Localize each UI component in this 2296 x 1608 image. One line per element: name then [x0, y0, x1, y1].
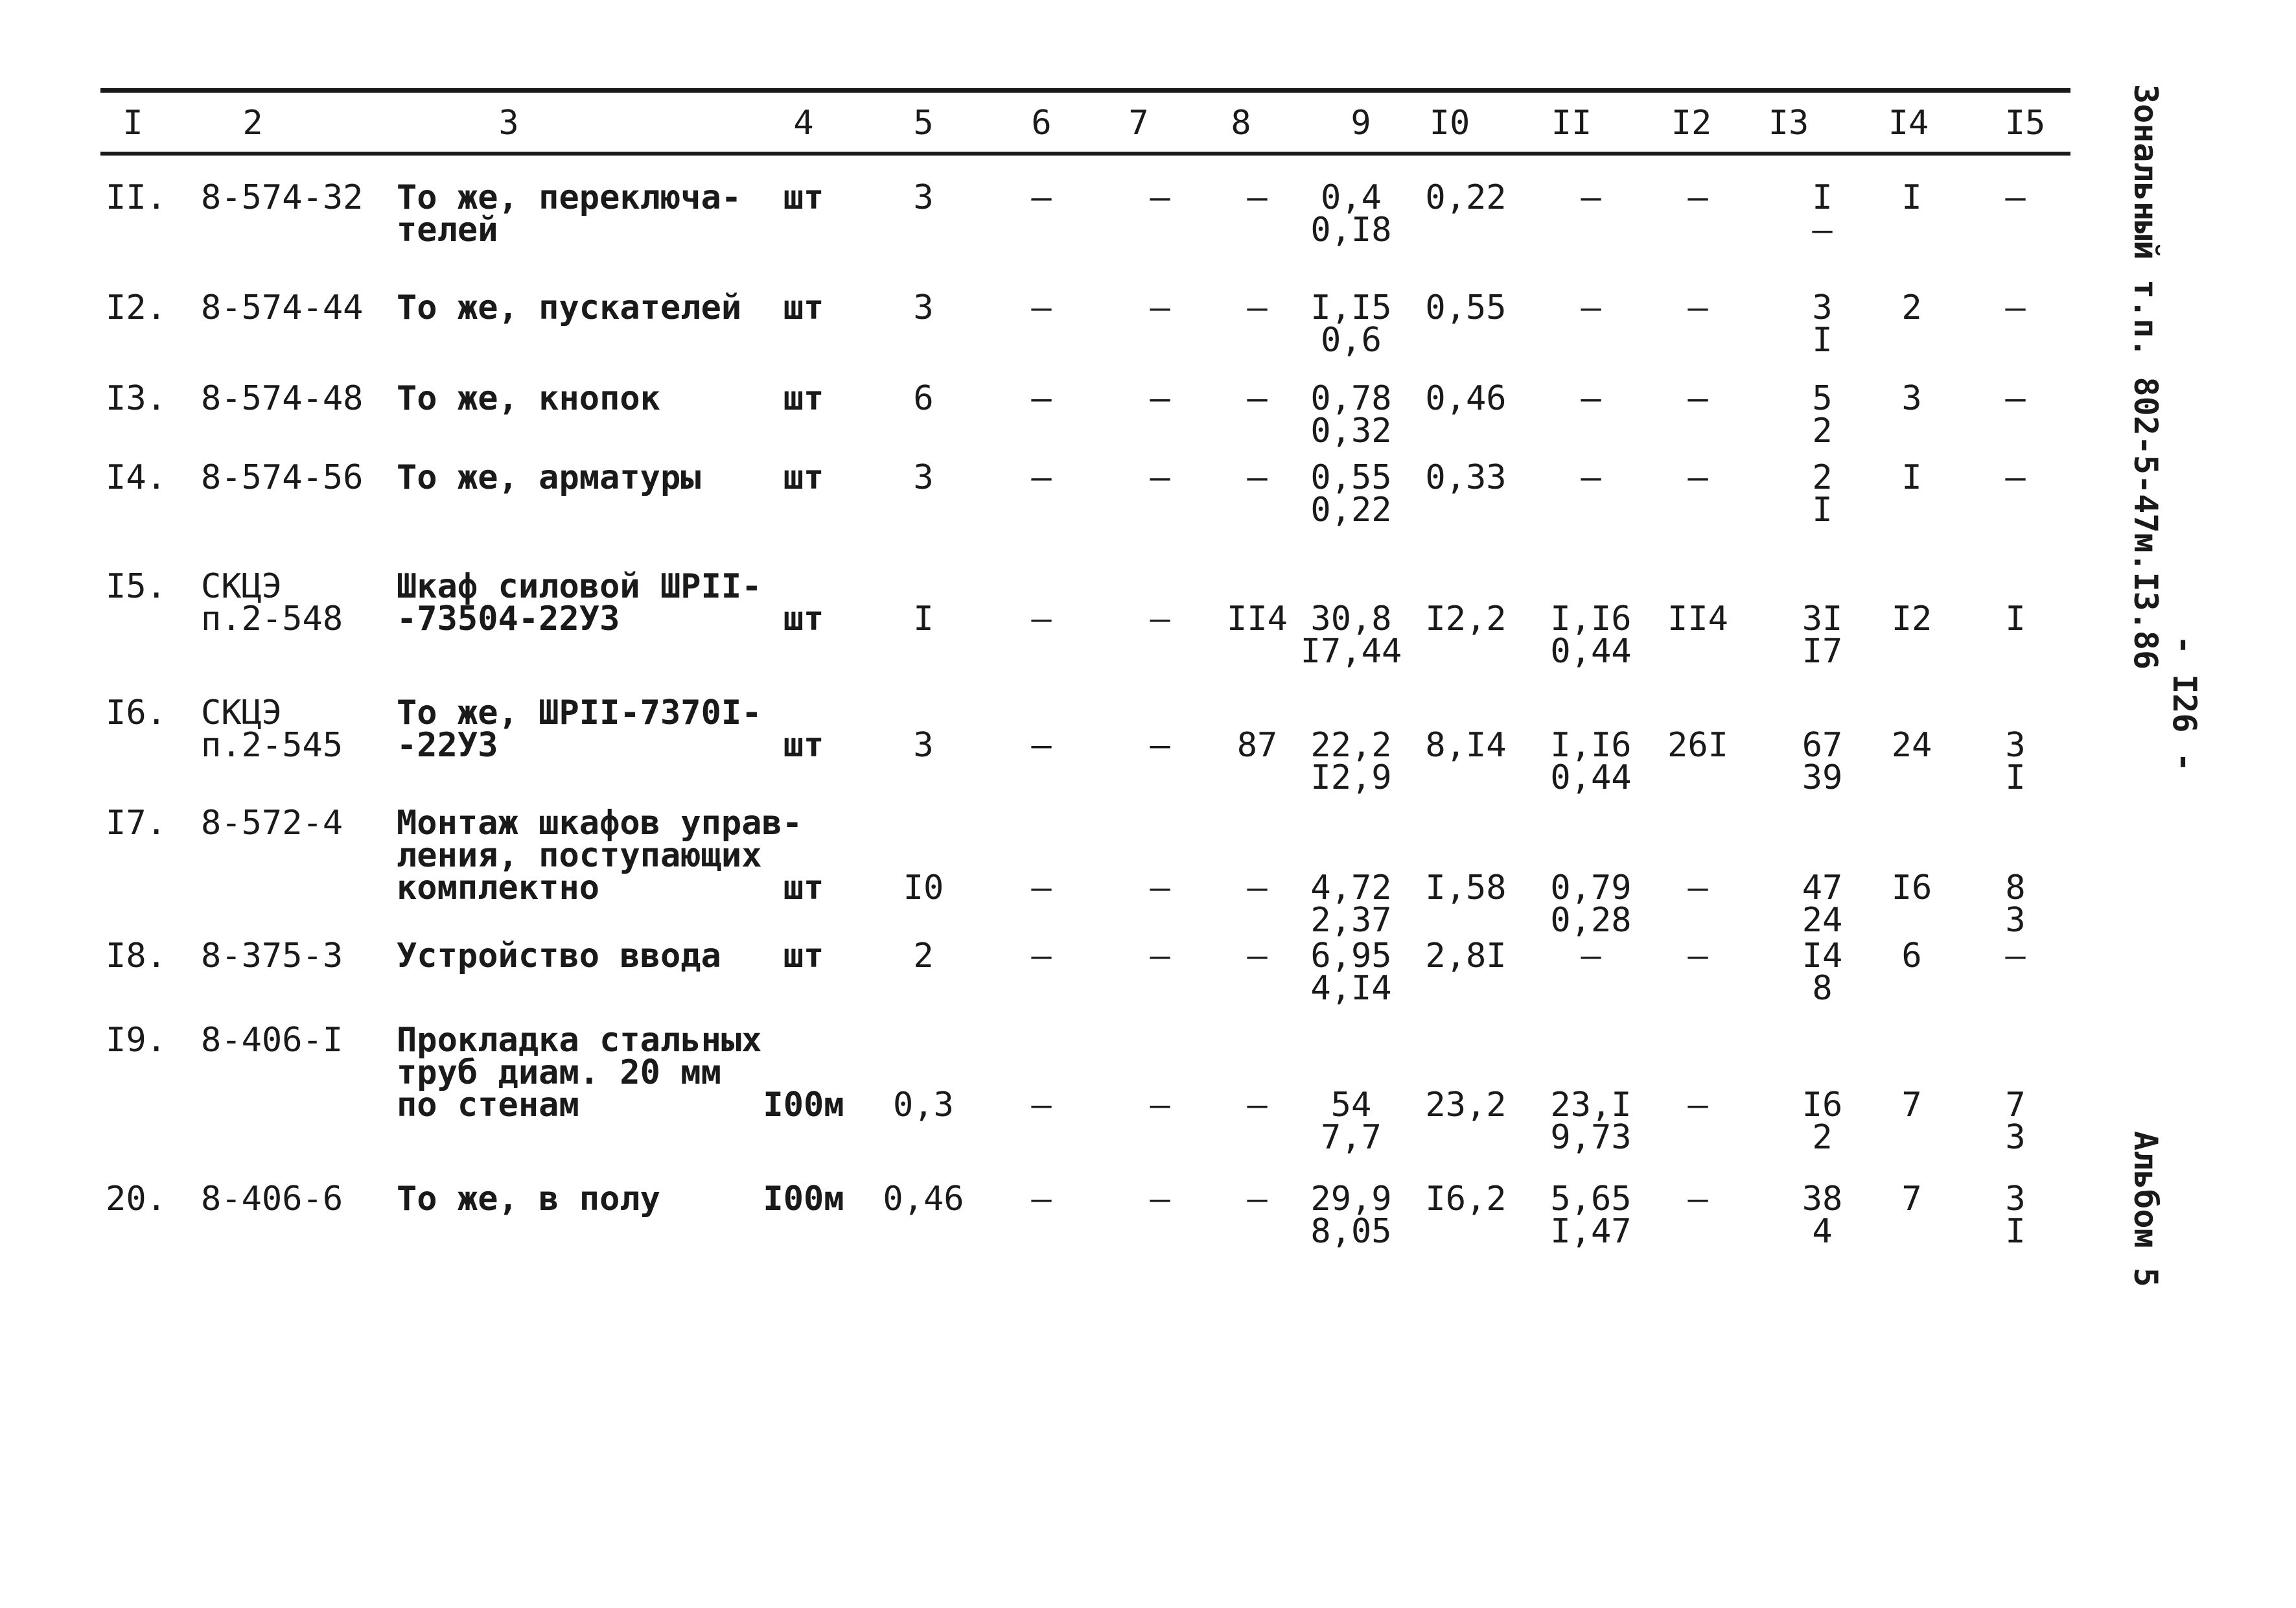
cell-num: I5. — [106, 567, 167, 606]
cell-c13: 5 2 — [1812, 379, 1833, 450]
cell-c15: I — [2005, 600, 2026, 638]
cell-c5: 3 — [913, 288, 934, 327]
cell-c13: I – — [1812, 178, 1833, 250]
cell-c12: – — [1687, 937, 1708, 975]
cell-c13: I6 2 — [1802, 1086, 1843, 1157]
cell-num: I6. — [106, 693, 167, 732]
cell-c8: 87 — [1236, 726, 1278, 765]
cell-c9: 0,55 0,22 — [1310, 458, 1392, 530]
cell-c14: I6 — [1891, 868, 1932, 907]
cell-c14: 2 — [1901, 288, 1922, 327]
cell-num: 20. — [106, 1180, 167, 1218]
cell-num: I7. — [106, 804, 167, 843]
cell-c8: – — [1247, 288, 1268, 327]
cell-c11: – — [1581, 288, 1601, 327]
page-number: - I26 - — [2166, 635, 2203, 772]
header-col-14: I4 — [1888, 104, 1929, 143]
cell-c14: 24 — [1891, 726, 1932, 765]
cell-c8: – — [1247, 458, 1268, 497]
cell-c8: – — [1247, 868, 1268, 907]
cell-c6: – — [1031, 288, 1052, 327]
cell-c12: 26I — [1667, 726, 1728, 765]
cell-c11: 5,65 I,47 — [1550, 1180, 1632, 1251]
cell-name: Устройство ввода — [397, 937, 721, 975]
cell-c10: I6,2 — [1425, 1180, 1507, 1218]
cell-c11: I,I6 0,44 — [1550, 600, 1632, 671]
cell-c7: – — [1150, 178, 1170, 217]
cell-c9: 54 7,7 — [1321, 1086, 1382, 1157]
cell-code: 8-406-I — [201, 1021, 343, 1060]
cell-c9: 6,95 4,I4 — [1310, 937, 1392, 1008]
header-col-12: I2 — [1671, 104, 1712, 143]
cell-c11: – — [1581, 458, 1601, 497]
cell-code: 8-574-32 — [201, 178, 364, 217]
cell-code: 8-574-44 — [201, 288, 364, 327]
cell-c13: 47 24 — [1802, 868, 1843, 940]
cell-c14: I — [1901, 178, 1922, 217]
cell-c10: I2,2 — [1425, 600, 1507, 638]
cell-code: 8-406-6 — [201, 1180, 343, 1218]
cell-c14: 3 — [1901, 379, 1922, 418]
cell-c10: 2,8I — [1425, 937, 1507, 975]
header-col-15: I5 — [2004, 104, 2046, 143]
cell-c14: 7 — [1901, 1086, 1922, 1124]
cell-c9: 22,2 I2,9 — [1310, 726, 1392, 797]
cell-c5: I0 — [903, 868, 944, 907]
cell-c8: – — [1247, 1086, 1268, 1124]
header-col-10: I0 — [1429, 104, 1470, 143]
cell-c5: 6 — [913, 379, 934, 418]
cell-c5: 3 — [913, 178, 934, 217]
cell-c15: 3 I — [2005, 1180, 2026, 1251]
cell-c9: 30,8 I7,44 — [1300, 600, 1402, 671]
cell-num: II. — [106, 178, 167, 217]
cell-c9: 0,78 0,32 — [1310, 379, 1392, 450]
cell-c5: 3 — [913, 726, 934, 765]
header-col-9: 9 — [1351, 104, 1371, 143]
cell-c14: I — [1901, 458, 1922, 497]
album-label: Альбом 5 — [2127, 1131, 2164, 1287]
header-col-11: II — [1551, 104, 1592, 143]
cell-unit: шт — [783, 458, 824, 497]
cell-unit: шт — [783, 178, 824, 217]
header-rule — [100, 152, 2070, 156]
document-title: Зональный т.п. 802-5-47м.I3.86 — [2127, 84, 2164, 670]
cell-c8: – — [1247, 379, 1268, 418]
cell-name: То же, ШРII-7370I- -22У3 — [397, 693, 762, 765]
cell-c6: – — [1031, 600, 1052, 638]
cell-name: Монтаж шкафов управ- ления, поступающих комплектно — [397, 804, 803, 907]
cell-c5: I — [913, 600, 934, 638]
cell-name: То же, переключа- телей — [397, 178, 742, 250]
cell-c14: 6 — [1901, 937, 1922, 975]
cell-c10: 0,22 — [1425, 178, 1507, 217]
cell-c13: 38 4 — [1802, 1180, 1843, 1251]
cell-name: То же, арматуры — [397, 458, 701, 497]
cell-c14: I2 — [1891, 600, 1932, 638]
cell-unit: шт — [783, 868, 824, 907]
cell-c5: 3 — [913, 458, 934, 497]
cell-code: СКЦЭ п.2-545 — [201, 693, 343, 765]
cell-c9: 29,9 8,05 — [1310, 1180, 1392, 1251]
cell-c15: 3 I — [2005, 726, 2026, 797]
cell-c11: 23,I 9,73 — [1550, 1086, 1632, 1157]
cell-c5: 0,46 — [883, 1180, 964, 1218]
cell-c6: – — [1031, 379, 1052, 418]
cell-c8: II4 — [1227, 600, 1288, 638]
cell-c15: 8 3 — [2005, 868, 2026, 940]
cell-c14: 7 — [1901, 1180, 1922, 1218]
header-col-2: 2 — [242, 104, 263, 143]
cell-c10: 0,33 — [1425, 458, 1507, 497]
cell-c12: – — [1687, 178, 1708, 217]
cell-c15: – — [2005, 288, 2026, 327]
cell-c6: – — [1031, 726, 1052, 765]
cell-c13: 3I I7 — [1802, 600, 1843, 671]
cell-unit: шт — [783, 937, 824, 975]
cell-c7: – — [1150, 726, 1170, 765]
cell-unit: I00м — [763, 1086, 844, 1124]
cell-c15: – — [2005, 937, 2026, 975]
cell-c7: – — [1150, 1180, 1170, 1218]
cell-name: Прокладка стальных труб диам. 20 мм по стенам — [397, 1021, 762, 1124]
cell-c12: – — [1687, 458, 1708, 497]
cell-code: 8-572-4 — [201, 804, 343, 843]
cell-name: То же, пускателей — [397, 288, 742, 327]
cell-num: I3. — [106, 379, 167, 418]
cell-c7: – — [1150, 379, 1170, 418]
cell-c13: I4 8 — [1802, 937, 1843, 1008]
cell-c8: – — [1247, 937, 1268, 975]
header-col-8: 8 — [1231, 104, 1251, 143]
header-col-1: I — [122, 104, 143, 143]
header-col-6: 6 — [1031, 104, 1052, 143]
cell-unit: шт — [783, 600, 824, 638]
cell-c9: I,I5 0,6 — [1310, 288, 1392, 360]
cell-c10: I,58 — [1425, 868, 1507, 907]
cell-c7: – — [1150, 1086, 1170, 1124]
cell-unit: I00м — [763, 1180, 844, 1218]
cell-code: 8-375-3 — [201, 937, 343, 975]
cell-c6: – — [1031, 458, 1052, 497]
cell-c6: – — [1031, 178, 1052, 217]
cell-c13: 3 I — [1812, 288, 1833, 360]
cell-c11: I,I6 0,44 — [1550, 726, 1632, 797]
cell-c9: 4,72 2,37 — [1310, 868, 1392, 940]
cell-unit: шт — [783, 379, 824, 418]
cell-code: 8-574-48 — [201, 379, 364, 418]
cell-c12: II4 — [1667, 600, 1728, 638]
cell-c12: – — [1687, 1086, 1708, 1124]
cell-c7: – — [1150, 868, 1170, 907]
header-col-4: 4 — [793, 104, 814, 143]
cell-c6: – — [1031, 868, 1052, 907]
cell-c10: 8,I4 — [1425, 726, 1507, 765]
cell-name: То же, кнопок — [397, 379, 660, 418]
cell-c5: 2 — [913, 937, 934, 975]
cell-c12: – — [1687, 288, 1708, 327]
cell-c7: – — [1150, 937, 1170, 975]
cell-code: СКЦЭ п.2-548 — [201, 567, 343, 638]
header-col-3: 3 — [498, 104, 519, 143]
cell-c15: – — [2005, 178, 2026, 217]
cell-num: I4. — [106, 458, 167, 497]
cell-c8: – — [1247, 1180, 1268, 1218]
cell-c12: – — [1687, 1180, 1708, 1218]
cell-c11: – — [1581, 178, 1601, 217]
cell-name: Шкаф силовой ШРII- -73504-22У3 — [397, 567, 762, 638]
cell-c6: – — [1031, 937, 1052, 975]
cell-c10: 23,2 — [1425, 1086, 1507, 1124]
top-rule — [100, 88, 2070, 93]
cell-code: 8-574-56 — [201, 458, 364, 497]
header-col-13: I3 — [1768, 104, 1809, 143]
cell-c13: 67 39 — [1802, 726, 1843, 797]
header-col-7: 7 — [1128, 104, 1149, 143]
cell-c12: – — [1687, 379, 1708, 418]
cell-c8: – — [1247, 178, 1268, 217]
cell-c9: 0,4 0,I8 — [1310, 178, 1392, 250]
cell-c5: 0,3 — [893, 1086, 954, 1124]
cell-num: I9. — [106, 1021, 167, 1060]
cell-c10: 0,46 — [1425, 379, 1507, 418]
cell-unit: шт — [783, 726, 824, 765]
cell-c15: – — [2005, 458, 2026, 497]
cell-c15: – — [2005, 379, 2026, 418]
cell-c13: 2 I — [1812, 458, 1833, 530]
cell-c6: – — [1031, 1086, 1052, 1124]
cell-num: I8. — [106, 937, 167, 975]
cell-c6: – — [1031, 1180, 1052, 1218]
header-col-5: 5 — [913, 104, 934, 143]
cell-c7: – — [1150, 458, 1170, 497]
cell-c7: – — [1150, 288, 1170, 327]
cell-num: I2. — [106, 288, 167, 327]
cell-c11: 0,79 0,28 — [1550, 868, 1632, 940]
cell-c11: – — [1581, 937, 1601, 975]
cell-c10: 0,55 — [1425, 288, 1507, 327]
cell-c15: 7 3 — [2005, 1086, 2026, 1157]
cell-unit: шт — [783, 288, 824, 327]
cell-c12: – — [1687, 868, 1708, 907]
cell-c11: – — [1581, 379, 1601, 418]
cell-name: То же, в полу — [397, 1180, 660, 1218]
cell-c7: – — [1150, 600, 1170, 638]
